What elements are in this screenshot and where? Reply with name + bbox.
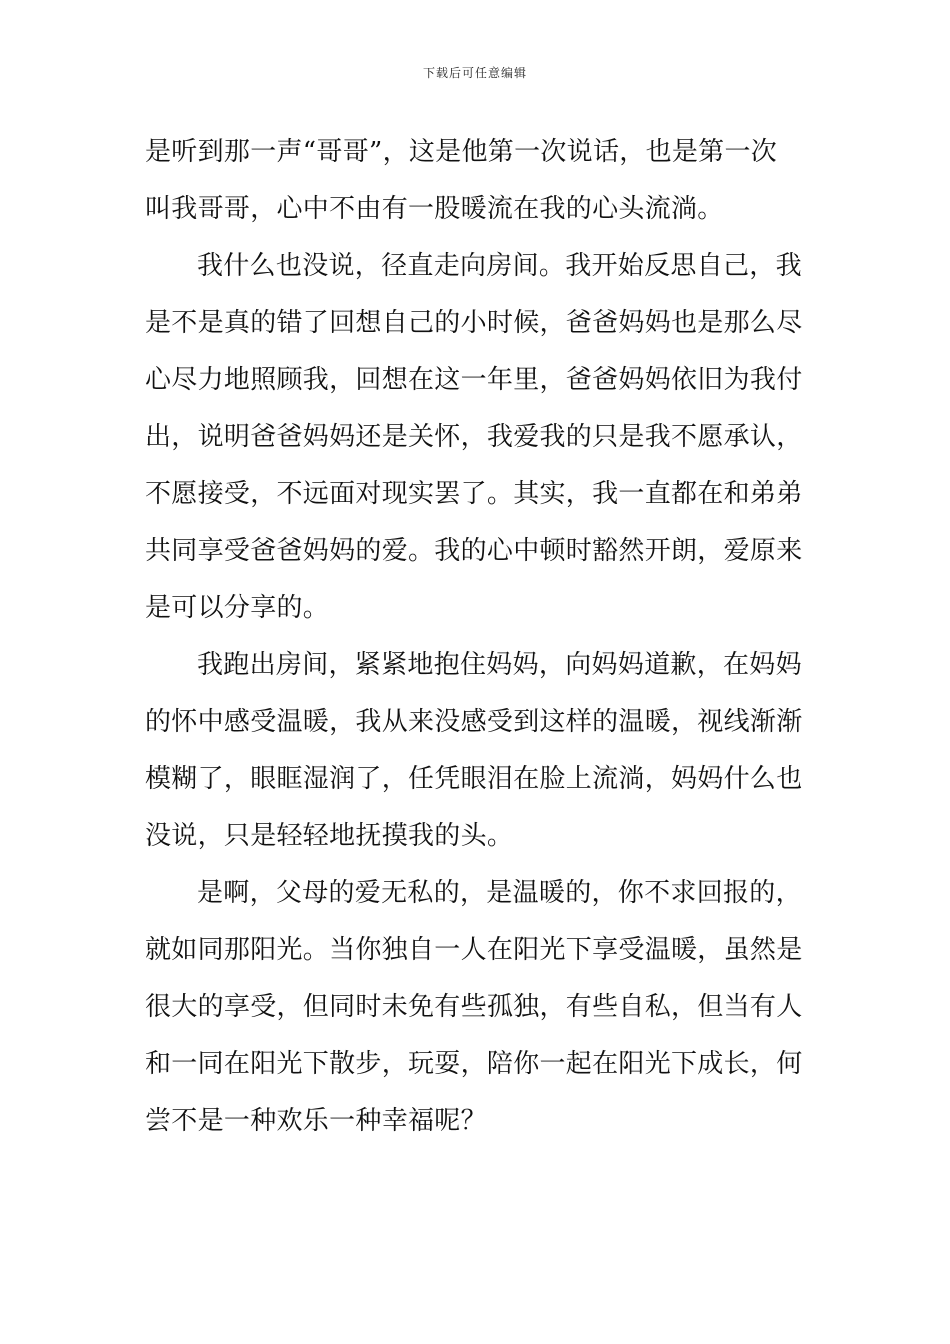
text-line: 我什么也没说，径直走向房间。我开始反思自己，我 xyxy=(197,251,802,281)
text-line: 是听到那一声“哥哥”，这是他第一次说话，也是第一次 xyxy=(145,137,778,167)
text-line: 和一同在阳光下散步，玩耍，陪你一起在阳光下成长，何 xyxy=(145,1049,803,1079)
text-line: 不愿接受，不远面对现实罢了。其实，我一直都在和弟弟 xyxy=(145,479,803,509)
paragraph-3 xyxy=(145,637,807,865)
text-line: 是啊，父母的爱无私的，是温暖的，你不求回报的， xyxy=(197,878,802,908)
paragraph-2 xyxy=(145,238,807,637)
text-line: 很大的享受，但同时未免有些孤独，有些自私，但当有人 xyxy=(145,992,803,1022)
text-line: 就如同那阳光。当你独自一人在阳光下享受温暖，虽然是 xyxy=(145,935,803,965)
text-line: 模糊了，眼眶湿润了，任凭眼泪在脸上流淌，妈妈什么也 xyxy=(145,764,803,794)
text-line: 尝不是一种欢乐一种幸福呢？ xyxy=(145,1106,487,1136)
text-line: 的怀中感受温暖，我从来没感受到这样的温暖，视线渐渐 xyxy=(145,707,803,737)
text-line: 叫我哥哥，心中不由有一股暖流在我的心头流淌。 xyxy=(145,194,724,224)
paragraph-1 xyxy=(145,124,807,238)
document-body xyxy=(145,124,807,1150)
text-line: 我跑出房间，紧紧地抱住妈妈，向妈妈道歉，在妈妈 xyxy=(197,650,802,680)
text-line: 心尽力地照顾我，回想在这一年里，爸爸妈妈依旧为我付 xyxy=(145,365,803,395)
paragraph-4 xyxy=(145,865,807,1150)
text-line: 是可以分享的。 xyxy=(145,593,330,623)
text-line: 共同享受爸爸妈妈的爱。我的心中顿时豁然开朗，爱原来 xyxy=(145,536,803,566)
text-line: 没说，只是轻轻地抚摸我的头。 xyxy=(145,821,514,851)
page-header: 下载后可任意编辑 xyxy=(422,66,527,80)
text-line: 出，说明爸爸妈妈还是关怀，我爱我的只是我不愿承认， xyxy=(145,422,803,452)
text-line: 是不是真的错了回想自己的小时候，爸爸妈妈也是那么尽 xyxy=(145,308,803,338)
